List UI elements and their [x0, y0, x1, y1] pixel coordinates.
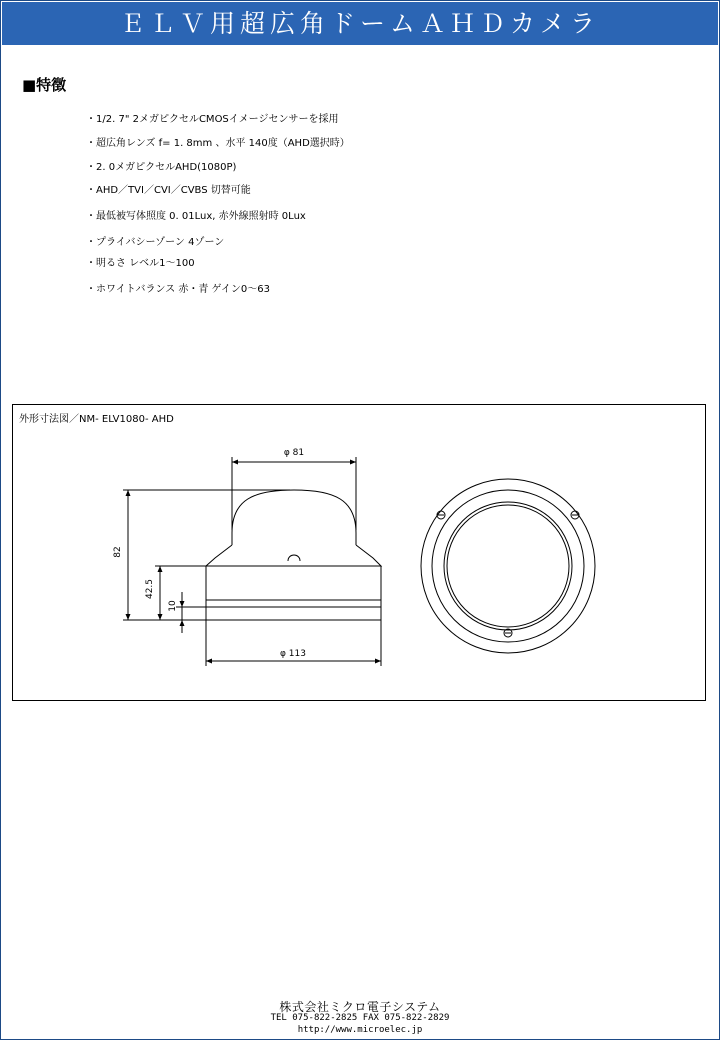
- feature-item: ・超広角レンズ f= 1. 8mm 、水平 140度（AHD選択時）: [86, 138, 350, 149]
- dim-label-base-height: 42.5: [145, 578, 155, 600]
- feature-item: ・明るさ レベル1～100: [86, 258, 195, 269]
- feature-item: ・プライバシーゾーン 4ゾーン: [86, 237, 225, 248]
- dim-label-lip-height: 10: [168, 600, 178, 612]
- front-dome-inner: [447, 505, 569, 627]
- feature-item: ・AHD／TVI／CVI／CVBS 切替可能: [86, 185, 251, 196]
- feature-item: ・ホワイトバランス 赤・青 ゲイン0～63: [86, 284, 270, 295]
- dim-label-total-height: 82: [113, 546, 123, 558]
- dim-label-bottom-diameter: φ 113: [280, 649, 306, 659]
- front-dome-outer: [444, 502, 572, 630]
- feature-item: ・1/2. 7" 2メガピクセルCMOSイメージセンサーを採用: [86, 114, 339, 125]
- drawing-caption: 外形寸法図／NM- ELV1080- AHD: [19, 414, 174, 425]
- features-heading: ■特徴: [22, 76, 67, 94]
- page-title: ＥＬＶ用超広角ドームＡＨＤカメラ: [2, 2, 718, 45]
- dim-label-top-diameter: φ 81: [283, 448, 305, 458]
- footer-url[interactable]: http://www.microelec.jp: [297, 1025, 423, 1035]
- housing-base: [206, 566, 381, 620]
- feature-item: ・最低被写体照度 0. 01Lux, 赤外線照射時 0Lux: [86, 211, 306, 222]
- dome-outline: [232, 490, 356, 533]
- footer-company: 株式会社ミクロ電子システム: [279, 1000, 441, 1014]
- footer-contact: TEL 075-822-2825 FAX 075-822-2829: [270, 1013, 450, 1023]
- front-mid-ring: [432, 490, 584, 642]
- feature-item: ・2. 0メガピクセルAHD(1080P): [86, 162, 237, 173]
- indicator-bump: [288, 555, 300, 561]
